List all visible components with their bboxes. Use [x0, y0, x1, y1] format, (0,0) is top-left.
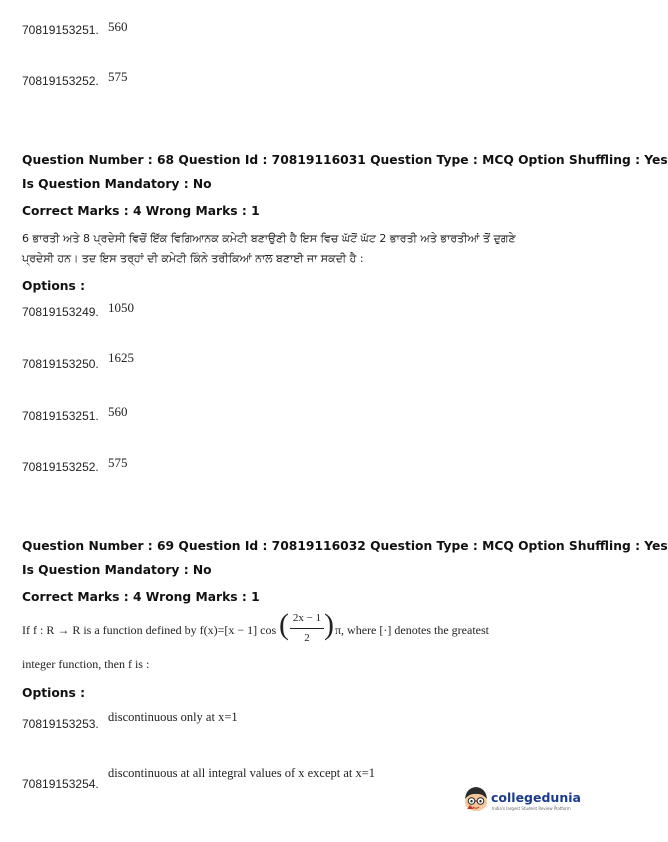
question-header: Question Number : 69 Question Id : 70819116032 Question Type : MCQ Option Shuffling : Yes — [22, 539, 668, 553]
option-value: 1625 — [108, 350, 134, 365]
right-paren: ) — [324, 608, 334, 641]
option-id: 70819153254. — [22, 777, 99, 791]
question-text-line: ਪ੍ਰਦੇਸੀ ਹਨ। ਤਦ ਇਸ ਤਰ੍ਹਾਂ ਦੀ ਕਮੇਟੀ ਕਿੰਨੇ ਤਰੀਕਿਆਂ ਨਾਲ ਬਣਾਈ ਜਾ ਸਕਦੀ ਹੈ : — [22, 252, 364, 265]
option-id: 70819153250. — [22, 357, 99, 371]
option-value: 560 — [108, 19, 128, 34]
question-marks: Correct Marks : 4 Wrong Marks : 1 — [22, 590, 260, 604]
option-value: 560 — [108, 404, 128, 419]
option-value: 575 — [108, 69, 128, 84]
question-text-part: If f : R → R is a function defined by f(x)=[x − 1] cos — [22, 623, 277, 637]
question-text-line: integer function, then f is : — [22, 657, 150, 671]
option-value: discontinuous only at x=1 — [108, 710, 238, 724]
question-text-part: π, where [·] denotes the greatest — [335, 623, 489, 637]
options-label: Options : — [22, 279, 86, 293]
question-mandatory: Is Question Mandatory : No — [22, 563, 212, 577]
fraction-denominator: 2 — [304, 632, 310, 644]
left-paren: ( — [279, 608, 289, 641]
option-id: 70819153252. — [22, 460, 99, 474]
mascot-icon — [462, 782, 490, 812]
option-id: 70819153252. — [22, 74, 99, 88]
logo-name: collegedunia — [491, 790, 581, 805]
option-id: 70819153249. — [22, 305, 99, 319]
logo-tagline: India's largest Student Review Platform — [492, 806, 571, 811]
options-label: Options : — [22, 686, 86, 700]
fraction-bar — [290, 628, 324, 629]
option-id: 70819153251. — [22, 409, 99, 423]
option-value: 1050 — [108, 300, 134, 315]
option-id: 70819153253. — [22, 717, 99, 731]
question-header: Question Number : 68 Question Id : 70819116031 Question Type : MCQ Option Shuffling : Yes — [22, 153, 668, 167]
collegedunia-logo — [462, 782, 581, 818]
question-marks: Correct Marks : 4 Wrong Marks : 1 — [22, 204, 260, 218]
option-id: 70819153251. — [22, 23, 99, 37]
question-text-line: 6 ਭਾਰਤੀ ਅਤੇ 8 ਪ੍ਰਦੇਸੀ ਵਿਚੋਂ ਇੱਕ ਵਿਗਿਆਨਕ ਕਮੇਟੀ ਬਣਾਉਣੀ ਹੈ ਇਸ ਵਿਚ ਘੱਟੋਂ ਘੱਟ 2 ਭਾਰਤੀ ਅਤੇ ਭਾਰਤੀਆਂ ਤੋਂ ਦੁਗਣੇ — [22, 232, 516, 245]
question-mandatory: Is Question Mandatory : No — [22, 177, 212, 191]
fraction-numerator: 2x − 1 — [292, 612, 322, 624]
option-value: 575 — [108, 455, 128, 470]
option-value: discontinuous at all integral values of x except at x=1 — [108, 766, 376, 780]
